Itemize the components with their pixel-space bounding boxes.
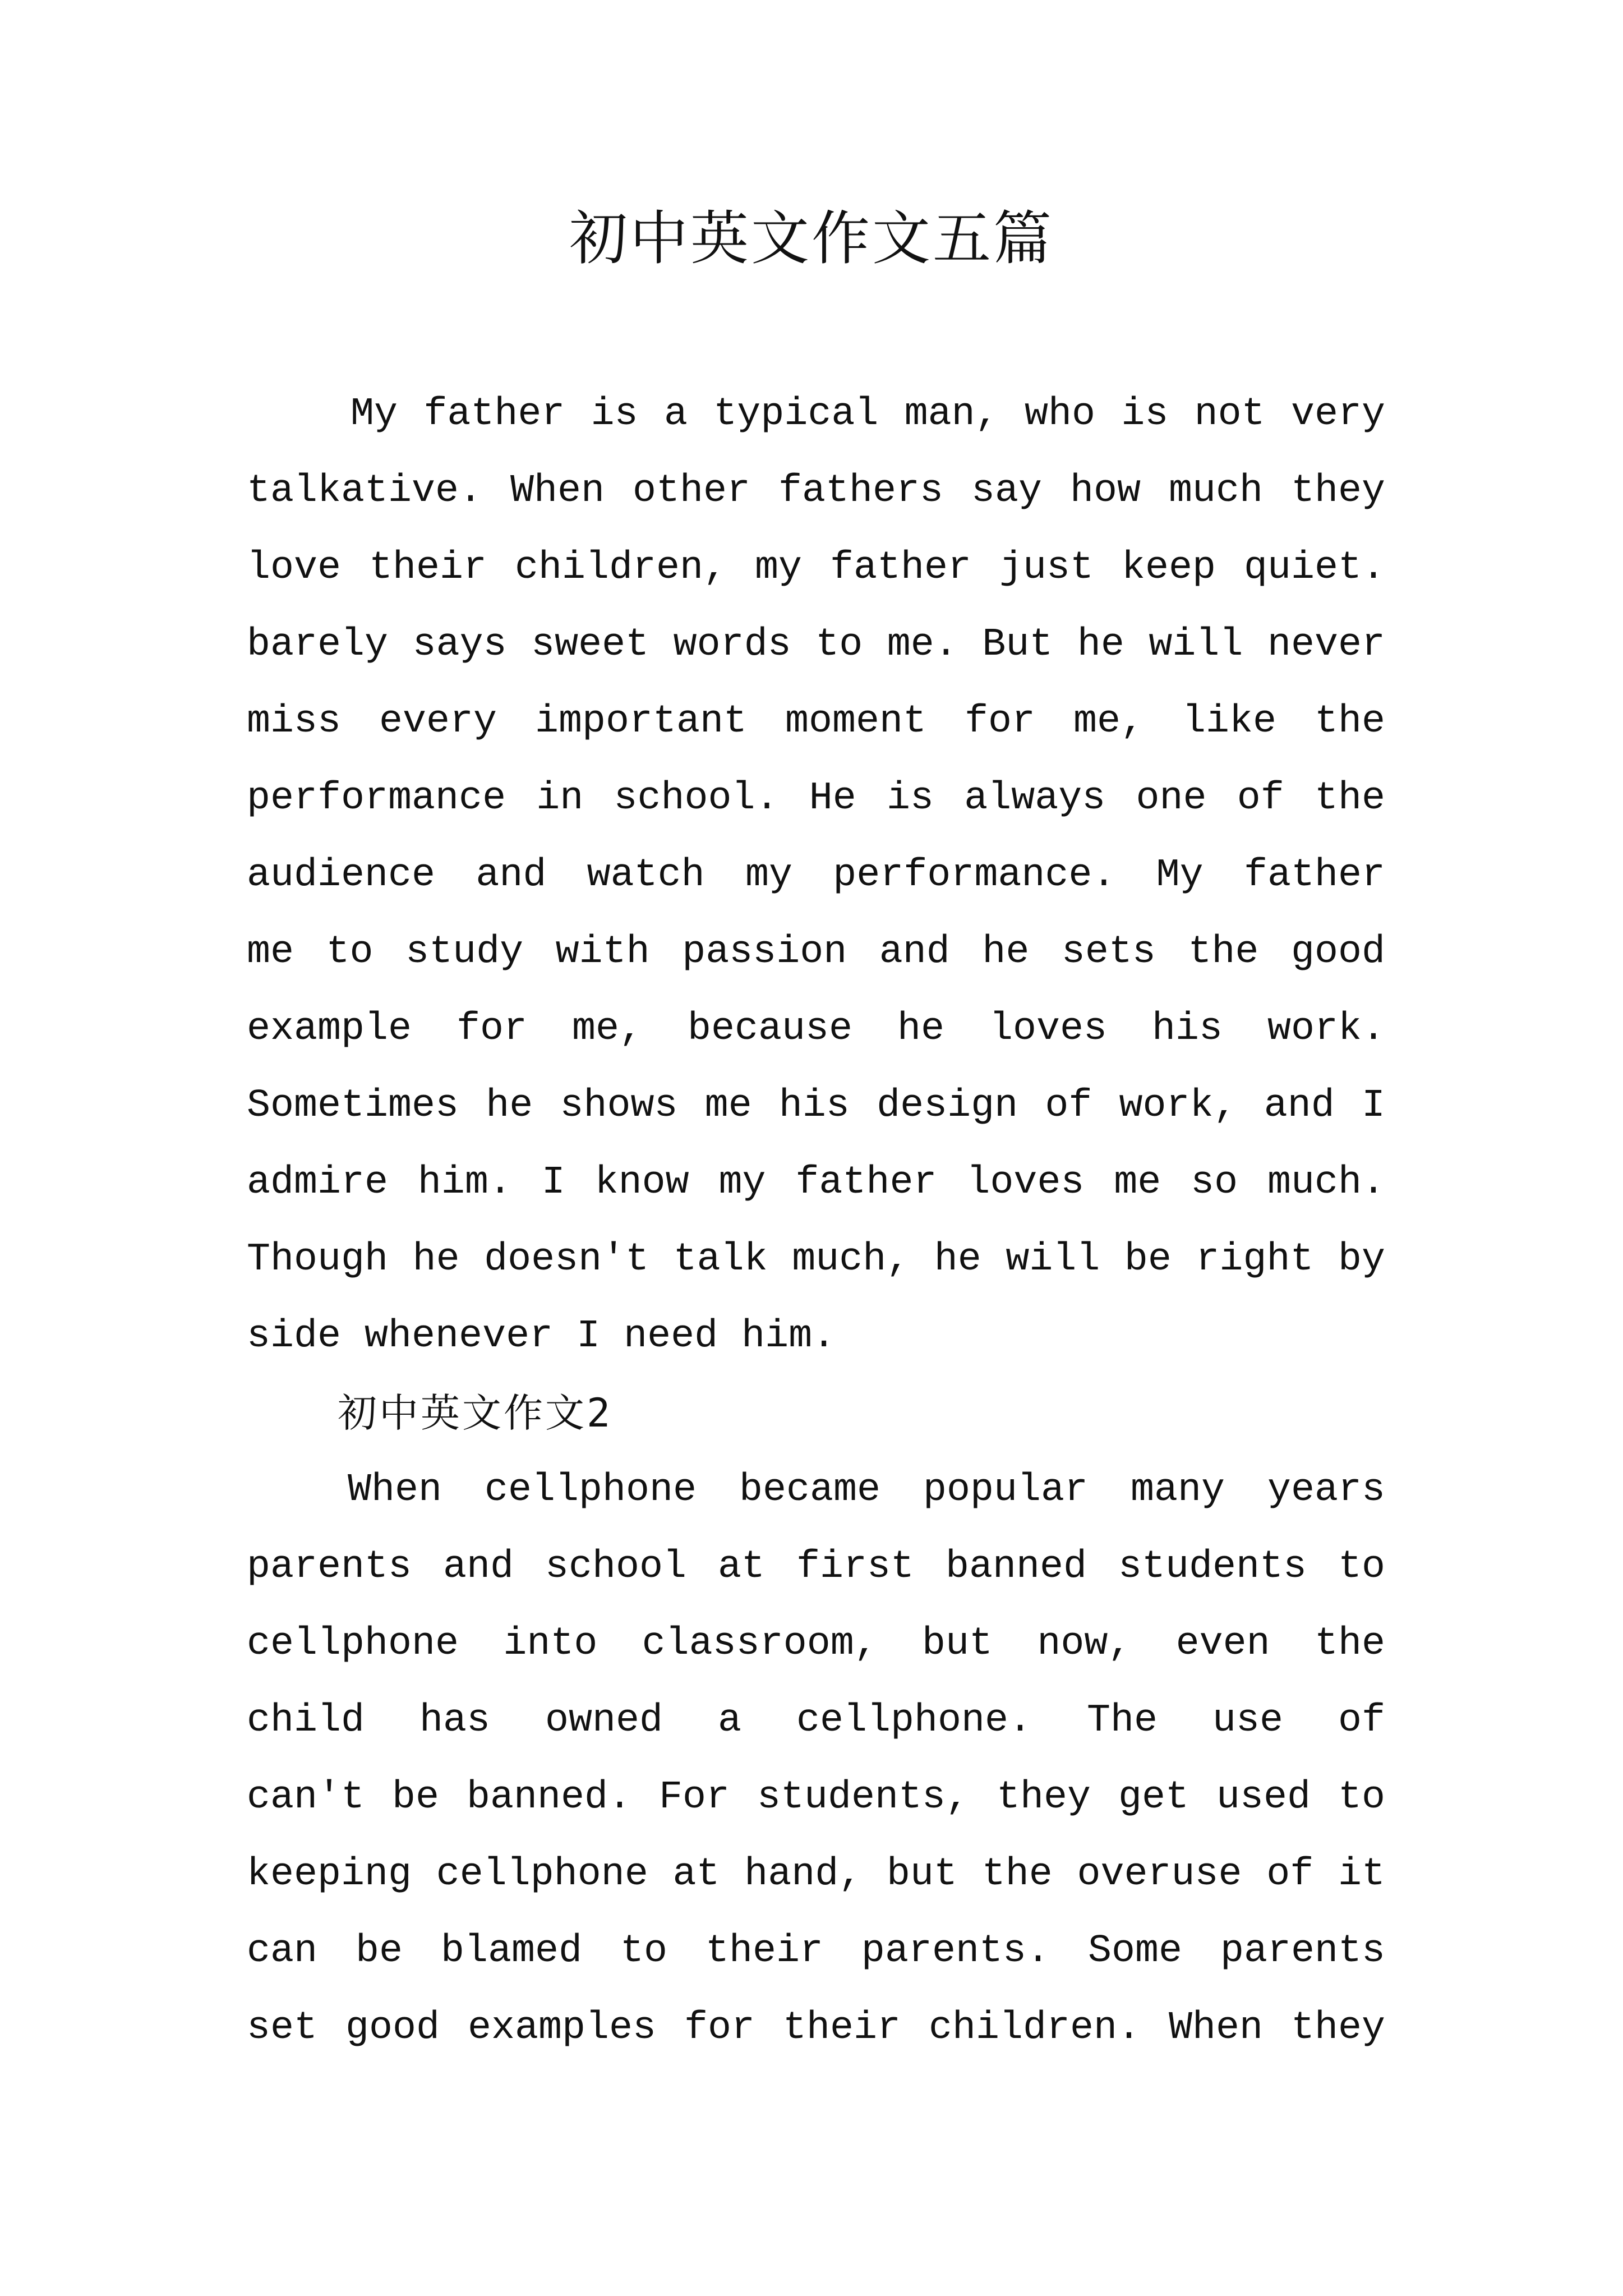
text-line: cellphone into classroom, but now, even the — [247, 1622, 1385, 1666]
text-line: parents and school at first banned students to — [247, 1545, 1385, 1589]
text-line: keeping cellphone at hand, but the overuse of it — [247, 1852, 1385, 1897]
paragraph-cellphone — [247, 1452, 1385, 2067]
text-line: love their children, my father just keep quiet. — [247, 546, 1385, 590]
document-title: 初中英文作文五篇 — [569, 204, 1054, 273]
text-line: admire him. I know my father loves me so much. — [247, 1161, 1385, 1205]
text-line: When cellphone became popular many years — [348, 1468, 1385, 1512]
text-line: set good examples for their children. When they — [247, 2006, 1385, 2050]
text-line: can't be banned. For students, they get used to — [247, 1775, 1385, 1820]
text-line: barely says sweet words to me. But he will never — [247, 623, 1385, 667]
text-line: audience and watch my performance. My father — [247, 853, 1385, 898]
text-line: talkative. When other fathers say how much they — [247, 469, 1385, 513]
text-line: child has owned a cellphone. The use of — [247, 1699, 1385, 1743]
text-line: performance in school. He is always one of the — [247, 776, 1385, 821]
text-line: Sometimes he shows me his design of work, and I — [247, 1084, 1385, 1128]
text-line: miss every important moment for me, like the — [247, 700, 1385, 744]
paragraph-father — [247, 376, 1385, 1375]
text-line: Though he doesn't talk much, he will be right by — [247, 1237, 1385, 1282]
document-body — [247, 376, 1385, 2067]
section-heading: 初中英文作文2 — [338, 1390, 613, 1436]
text-line: My father is a typical man, who is not very — [351, 392, 1385, 436]
text-line: side whenever I need him. — [247, 1314, 836, 1359]
text-line: example for me, because he loves his work. — [247, 1007, 1385, 1051]
text-line: can be blamed to their parents. Some parents — [247, 1929, 1385, 1973]
text-line: me to study with passion and he sets the good — [247, 930, 1385, 974]
